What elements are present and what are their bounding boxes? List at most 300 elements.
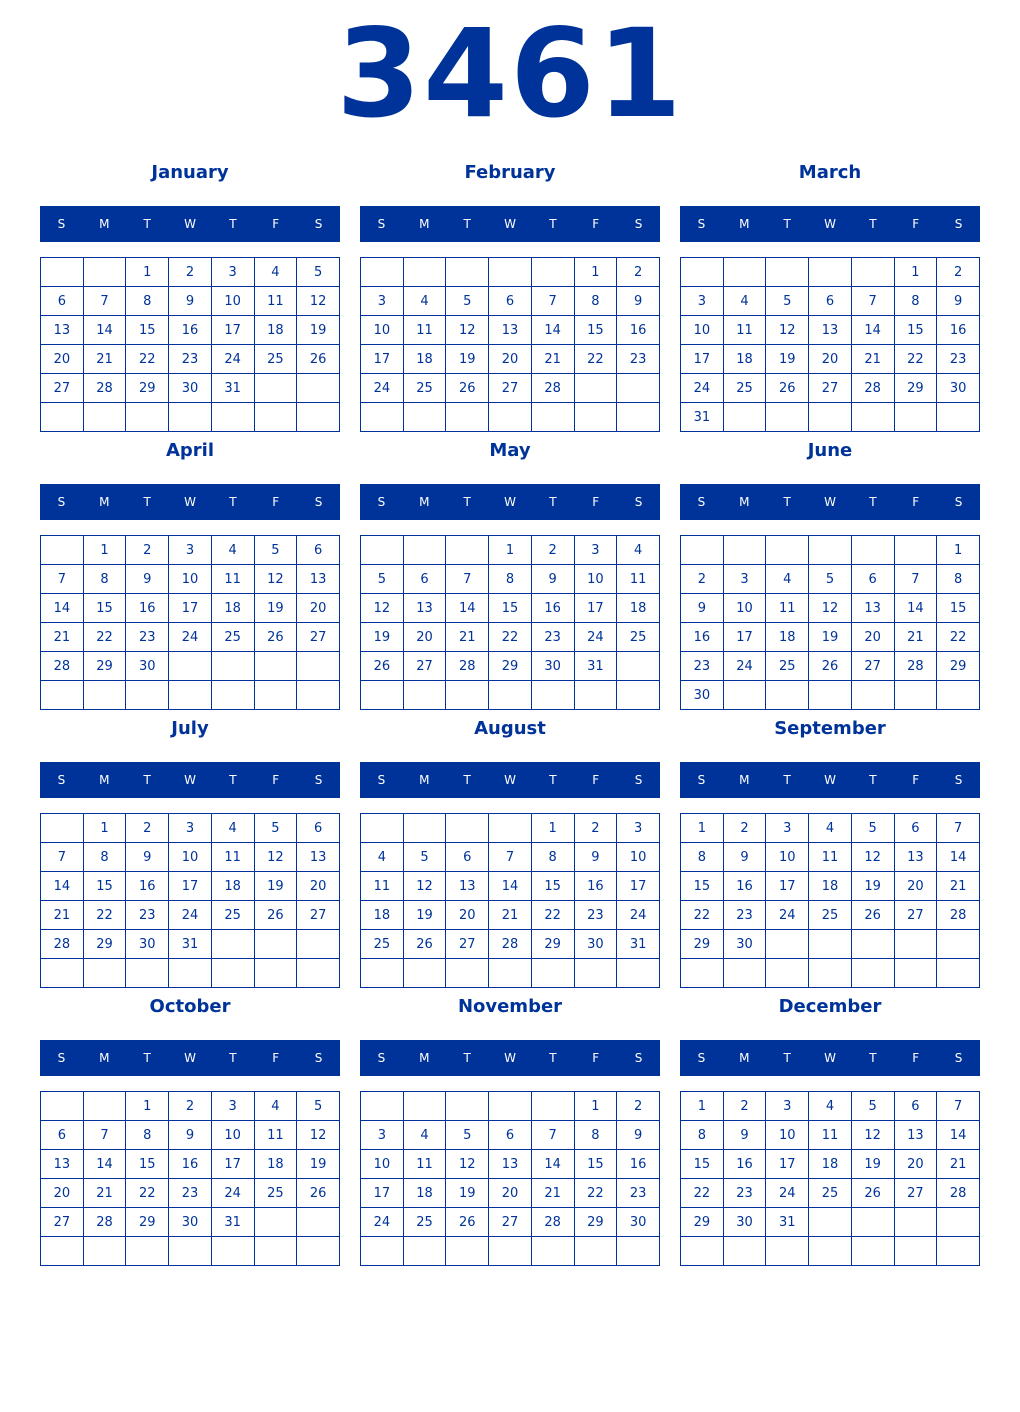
day-cell: 5	[297, 1092, 340, 1121]
week-row	[681, 287, 980, 316]
week-row	[361, 872, 660, 901]
day-cell: 2	[723, 814, 766, 843]
day-cell	[211, 1237, 254, 1266]
day-cell: 4	[403, 1121, 446, 1150]
weekday-header-row	[680, 206, 980, 242]
day-cell: 19	[766, 345, 809, 374]
week-row	[41, 814, 340, 843]
weekday-header: W	[824, 217, 836, 231]
weekday-header: W	[504, 773, 516, 787]
day-cell: 12	[403, 872, 446, 901]
day-cell	[723, 681, 766, 710]
day-cell: 10	[211, 1121, 254, 1150]
day-cell: 20	[809, 345, 852, 374]
day-cell	[894, 959, 937, 988]
day-cell: 4	[361, 843, 404, 872]
day-cell: 3	[617, 814, 660, 843]
day-cell: 27	[297, 623, 340, 652]
weekday-header: W	[184, 1051, 196, 1065]
week-row	[361, 1237, 660, 1266]
weekday-header: T	[869, 217, 877, 231]
day-cell: 9	[617, 1121, 660, 1150]
day-cell: 13	[489, 316, 532, 345]
day-cell: 22	[894, 345, 937, 374]
day-cell: 28	[531, 374, 574, 403]
week-row	[361, 403, 660, 432]
weekday-header: S	[377, 773, 386, 787]
day-cell	[766, 536, 809, 565]
day-cell: 18	[211, 872, 254, 901]
day-cell: 2	[126, 814, 169, 843]
weekday-header: T	[229, 1051, 237, 1065]
day-cell: 21	[851, 345, 894, 374]
day-cell	[403, 536, 446, 565]
day-cell: 15	[937, 594, 980, 623]
day-cell: 25	[617, 623, 660, 652]
day-cell	[723, 959, 766, 988]
day-cell: 21	[41, 901, 84, 930]
week-row	[361, 594, 660, 623]
day-cell: 22	[531, 901, 574, 930]
day-cell: 8	[681, 843, 724, 872]
day-cell	[617, 652, 660, 681]
day-cell: 1	[83, 536, 126, 565]
day-cell: 23	[723, 1179, 766, 1208]
day-cell	[851, 1237, 894, 1266]
week-row	[41, 258, 340, 287]
day-cell: 30	[937, 374, 980, 403]
day-grid	[360, 535, 660, 710]
day-cell: 23	[126, 901, 169, 930]
day-cell: 20	[297, 872, 340, 901]
day-cell: 6	[403, 565, 446, 594]
day-cell: 28	[41, 652, 84, 681]
day-cell: 15	[894, 316, 937, 345]
day-cell: 28	[531, 1208, 574, 1237]
weekday-header: T	[143, 495, 151, 509]
day-cell: 17	[361, 345, 404, 374]
day-cell: 23	[723, 901, 766, 930]
week-row	[361, 843, 660, 872]
day-cell: 3	[211, 258, 254, 287]
weekday-header: T	[229, 217, 237, 231]
day-cell: 6	[446, 843, 489, 872]
day-cell: 26	[254, 901, 297, 930]
day-cell	[297, 959, 340, 988]
day-cell: 29	[126, 1208, 169, 1237]
day-cell	[574, 681, 617, 710]
day-cell	[937, 1208, 980, 1237]
week-row	[361, 374, 660, 403]
day-cell	[851, 258, 894, 287]
day-cell: 15	[83, 594, 126, 623]
day-cell: 15	[489, 594, 532, 623]
day-cell: 22	[126, 345, 169, 374]
weekday-header: M	[739, 217, 750, 231]
day-cell: 25	[211, 901, 254, 930]
day-cell: 5	[766, 287, 809, 316]
day-cell: 15	[574, 316, 617, 345]
day-cell: 13	[809, 316, 852, 345]
day-cell	[766, 930, 809, 959]
day-cell: 31	[211, 1208, 254, 1237]
day-cell: 20	[297, 594, 340, 623]
day-cell	[361, 681, 404, 710]
day-cell: 1	[574, 1092, 617, 1121]
week-row	[41, 345, 340, 374]
day-cell	[894, 1237, 937, 1266]
day-cell: 6	[851, 565, 894, 594]
day-cell: 8	[489, 565, 532, 594]
day-cell: 12	[446, 316, 489, 345]
weekday-header: S	[954, 495, 963, 509]
weekday-header-row	[360, 762, 660, 798]
day-cell: 19	[297, 1150, 340, 1179]
day-cell: 9	[531, 565, 574, 594]
weekday-header: T	[783, 217, 791, 231]
weekday-header: M	[419, 773, 430, 787]
day-cell: 5	[851, 1092, 894, 1121]
day-cell: 8	[894, 287, 937, 316]
month-name: December	[778, 996, 882, 1017]
day-cell	[169, 1237, 212, 1266]
weekday-header-row	[360, 206, 660, 242]
day-cell	[851, 959, 894, 988]
day-cell: 18	[766, 623, 809, 652]
day-cell: 27	[851, 652, 894, 681]
day-cell: 20	[41, 345, 84, 374]
day-cell: 22	[489, 623, 532, 652]
day-cell	[169, 652, 212, 681]
day-cell: 3	[211, 1092, 254, 1121]
day-cell	[254, 681, 297, 710]
day-cell: 24	[617, 901, 660, 930]
day-cell: 16	[681, 623, 724, 652]
weekday-header: F	[912, 217, 920, 231]
day-cell: 3	[766, 814, 809, 843]
day-cell: 11	[254, 287, 297, 316]
day-cell: 8	[126, 287, 169, 316]
day-cell: 20	[851, 623, 894, 652]
day-cell: 13	[41, 1150, 84, 1179]
weekday-header: S	[57, 1051, 66, 1065]
day-cell: 26	[446, 374, 489, 403]
day-cell	[574, 374, 617, 403]
weekday-header: S	[954, 773, 963, 787]
day-cell	[403, 959, 446, 988]
weekday-header: M	[99, 495, 110, 509]
day-cell: 25	[809, 1179, 852, 1208]
day-cell	[446, 681, 489, 710]
day-cell	[531, 681, 574, 710]
day-cell	[254, 1237, 297, 1266]
day-cell: 12	[851, 843, 894, 872]
week-row	[681, 681, 980, 710]
week-row	[41, 681, 340, 710]
week-row	[41, 1150, 340, 1179]
day-cell	[723, 258, 766, 287]
weekday-header: S	[697, 217, 706, 231]
day-cell	[809, 930, 852, 959]
month-name: June	[807, 440, 853, 461]
day-cell: 18	[723, 345, 766, 374]
day-cell: 12	[766, 316, 809, 345]
day-cell: 4	[809, 1092, 852, 1121]
day-cell	[851, 681, 894, 710]
day-cell	[531, 1237, 574, 1266]
day-cell: 17	[361, 1179, 404, 1208]
day-cell: 11	[211, 565, 254, 594]
day-cell: 15	[681, 872, 724, 901]
day-cell	[851, 930, 894, 959]
day-grid	[680, 257, 980, 432]
day-cell: 9	[126, 843, 169, 872]
day-cell: 19	[446, 1179, 489, 1208]
weekday-header: T	[229, 773, 237, 787]
day-cell	[531, 258, 574, 287]
day-cell	[851, 1208, 894, 1237]
day-cell	[766, 258, 809, 287]
week-row	[361, 1150, 660, 1179]
weekday-header: M	[99, 217, 110, 231]
weekday-header: S	[697, 495, 706, 509]
day-cell: 19	[851, 1150, 894, 1179]
day-cell: 17	[766, 1150, 809, 1179]
day-cell: 1	[937, 536, 980, 565]
day-cell: 25	[254, 345, 297, 374]
day-cell	[41, 536, 84, 565]
day-cell	[809, 536, 852, 565]
day-cell	[937, 1237, 980, 1266]
day-cell	[617, 374, 660, 403]
day-cell: 27	[489, 374, 532, 403]
day-cell: 25	[723, 374, 766, 403]
week-row	[361, 316, 660, 345]
day-cell: 27	[446, 930, 489, 959]
day-cell: 29	[489, 652, 532, 681]
day-cell: 16	[126, 594, 169, 623]
day-cell: 30	[169, 374, 212, 403]
week-row	[361, 1179, 660, 1208]
day-cell: 16	[169, 316, 212, 345]
day-cell	[83, 258, 126, 287]
weekday-header: M	[419, 1051, 430, 1065]
day-cell: 6	[894, 1092, 937, 1121]
day-cell: 22	[681, 1179, 724, 1208]
week-row	[681, 814, 980, 843]
day-cell: 11	[617, 565, 660, 594]
day-grid	[680, 1091, 980, 1266]
day-cell: 13	[446, 872, 489, 901]
day-cell	[851, 536, 894, 565]
week-row	[41, 1237, 340, 1266]
day-cell: 2	[681, 565, 724, 594]
day-cell	[937, 959, 980, 988]
weekday-header: F	[272, 1051, 280, 1065]
day-cell: 8	[531, 843, 574, 872]
day-cell	[403, 814, 446, 843]
day-cell	[403, 681, 446, 710]
weekday-header: S	[697, 1051, 706, 1065]
day-cell: 9	[126, 565, 169, 594]
day-cell: 24	[766, 901, 809, 930]
day-cell: 10	[766, 1121, 809, 1150]
weekday-header: F	[912, 1051, 920, 1065]
weekday-header: S	[634, 773, 643, 787]
weekday-header: T	[869, 495, 877, 509]
day-cell	[531, 1092, 574, 1121]
day-cell	[723, 403, 766, 432]
day-cell: 26	[809, 652, 852, 681]
week-row	[681, 403, 980, 432]
day-cell: 12	[254, 843, 297, 872]
day-cell	[894, 1208, 937, 1237]
day-cell: 6	[297, 536, 340, 565]
week-row	[681, 930, 980, 959]
day-cell: 9	[681, 594, 724, 623]
week-row	[681, 345, 980, 374]
day-cell: 23	[574, 901, 617, 930]
week-row	[41, 843, 340, 872]
weekday-header: F	[912, 495, 920, 509]
day-cell: 14	[446, 594, 489, 623]
day-cell: 28	[937, 901, 980, 930]
weekday-header: S	[314, 1051, 323, 1065]
weekday-header: M	[739, 495, 750, 509]
day-cell: 28	[937, 1179, 980, 1208]
day-cell: 23	[681, 652, 724, 681]
weekday-header-row	[40, 206, 340, 242]
day-cell: 10	[211, 287, 254, 316]
weekday-header: W	[504, 495, 516, 509]
day-cell	[894, 536, 937, 565]
day-cell: 25	[766, 652, 809, 681]
day-grid	[680, 813, 980, 988]
day-cell: 29	[681, 1208, 724, 1237]
week-row	[361, 258, 660, 287]
day-cell: 5	[446, 1121, 489, 1150]
weekday-header: S	[314, 217, 323, 231]
weekday-header: F	[592, 1051, 600, 1065]
day-cell	[254, 1208, 297, 1237]
year-title: 3461	[336, 3, 684, 145]
day-cell: 11	[403, 1150, 446, 1179]
day-cell	[83, 959, 126, 988]
day-cell: 19	[361, 623, 404, 652]
week-row	[361, 1092, 660, 1121]
day-cell	[126, 1237, 169, 1266]
weekday-header-row	[680, 762, 980, 798]
day-cell: 9	[574, 843, 617, 872]
weekday-header: S	[57, 495, 66, 509]
weekday-header: T	[463, 1051, 471, 1065]
day-cell: 10	[574, 565, 617, 594]
day-cell: 2	[531, 536, 574, 565]
day-cell: 22	[574, 1179, 617, 1208]
day-cell: 5	[446, 287, 489, 316]
day-cell: 22	[83, 623, 126, 652]
weekday-header: F	[592, 217, 600, 231]
day-cell	[361, 1237, 404, 1266]
day-cell	[254, 403, 297, 432]
day-cell: 9	[169, 287, 212, 316]
week-row	[681, 1092, 980, 1121]
day-cell: 18	[254, 1150, 297, 1179]
day-cell: 17	[617, 872, 660, 901]
day-cell: 15	[531, 872, 574, 901]
day-cell: 30	[723, 930, 766, 959]
day-cell: 21	[531, 345, 574, 374]
day-cell	[809, 959, 852, 988]
day-cell: 24	[681, 374, 724, 403]
day-cell	[126, 403, 169, 432]
day-cell: 5	[254, 536, 297, 565]
day-cell	[574, 403, 617, 432]
day-cell: 19	[297, 316, 340, 345]
week-row	[361, 652, 660, 681]
day-cell: 20	[894, 1150, 937, 1179]
day-cell: 13	[894, 843, 937, 872]
day-cell	[489, 681, 532, 710]
day-cell: 18	[403, 345, 446, 374]
day-cell: 18	[211, 594, 254, 623]
week-row	[41, 1179, 340, 1208]
day-cell: 18	[809, 1150, 852, 1179]
weekday-header: T	[143, 1051, 151, 1065]
day-cell: 17	[169, 872, 212, 901]
day-cell: 28	[489, 930, 532, 959]
week-row	[41, 959, 340, 988]
day-cell: 4	[766, 565, 809, 594]
weekday-header: T	[783, 495, 791, 509]
day-cell	[766, 1237, 809, 1266]
day-cell: 8	[574, 287, 617, 316]
day-cell: 2	[723, 1092, 766, 1121]
day-cell: 12	[809, 594, 852, 623]
day-cell	[41, 1092, 84, 1121]
weekday-header: T	[869, 773, 877, 787]
day-cell: 16	[169, 1150, 212, 1179]
day-cell	[617, 959, 660, 988]
day-cell: 14	[894, 594, 937, 623]
day-cell: 1	[894, 258, 937, 287]
day-cell	[254, 930, 297, 959]
day-cell: 11	[361, 872, 404, 901]
day-cell	[723, 536, 766, 565]
weekday-header-row	[40, 762, 340, 798]
day-cell	[531, 403, 574, 432]
day-cell	[297, 930, 340, 959]
weekday-header: S	[634, 217, 643, 231]
week-row	[681, 1208, 980, 1237]
day-cell: 3	[361, 287, 404, 316]
month-name: February	[464, 162, 556, 183]
day-cell: 10	[617, 843, 660, 872]
week-row	[41, 565, 340, 594]
day-cell: 24	[723, 652, 766, 681]
day-grid	[360, 257, 660, 432]
day-cell	[41, 959, 84, 988]
week-row	[41, 316, 340, 345]
day-cell: 1	[531, 814, 574, 843]
day-cell: 28	[446, 652, 489, 681]
day-cell: 16	[574, 872, 617, 901]
day-cell	[403, 403, 446, 432]
day-cell: 20	[41, 1179, 84, 1208]
day-cell: 28	[894, 652, 937, 681]
weekday-header-row	[680, 484, 980, 520]
day-cell	[809, 403, 852, 432]
